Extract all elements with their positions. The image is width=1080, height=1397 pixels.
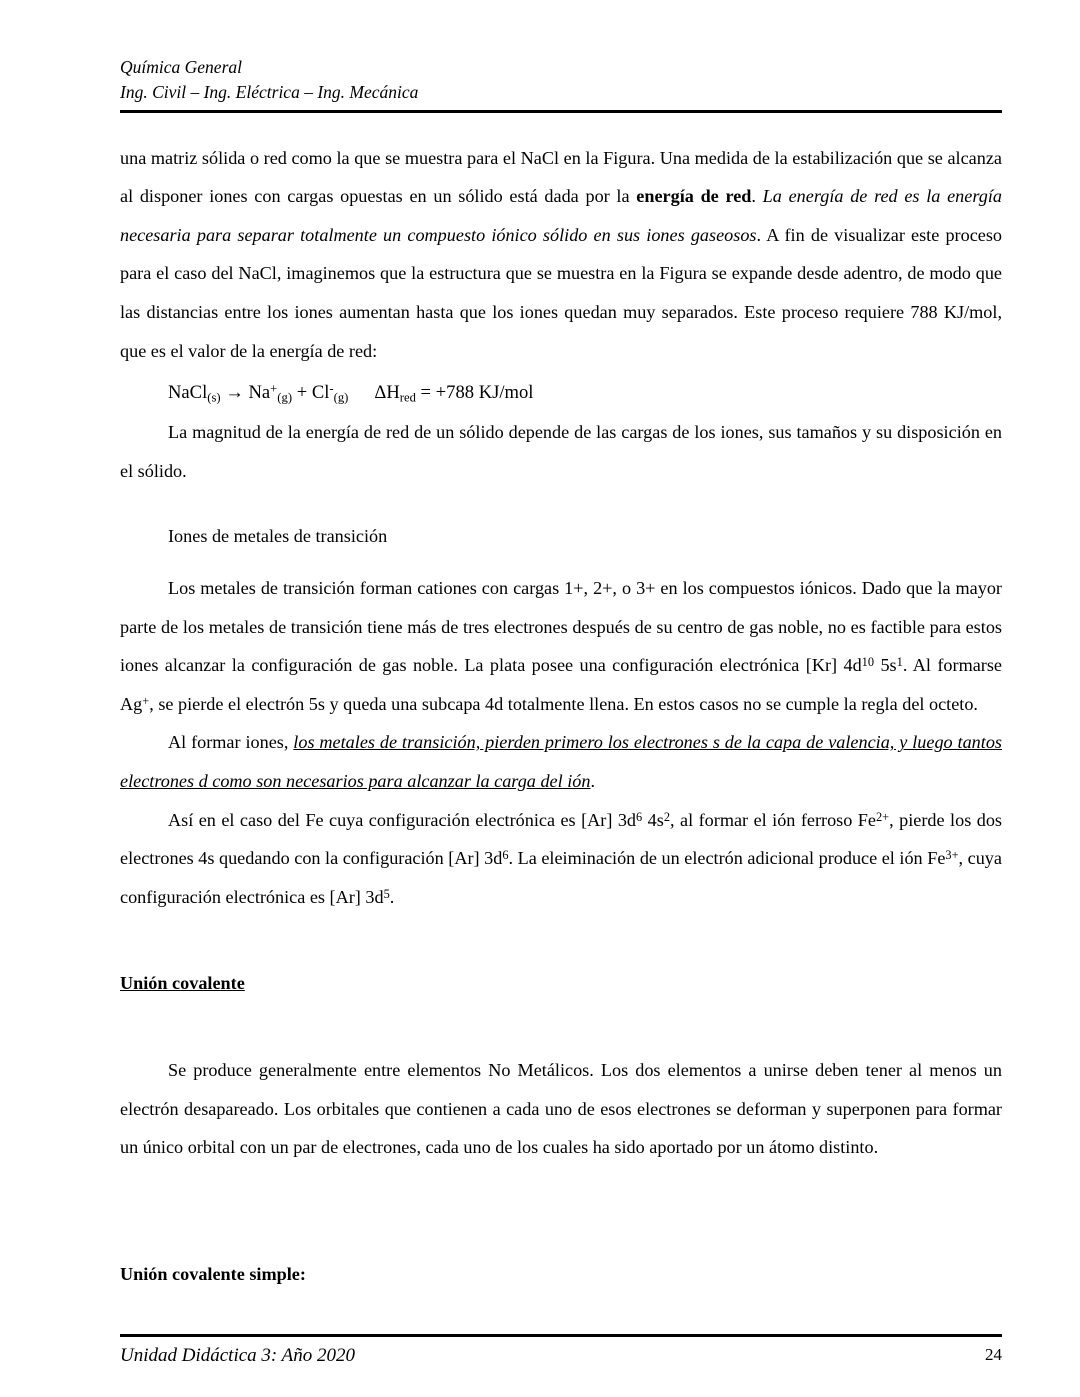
rule-emphasis-underlined: los metales de transición, pierden primero los electrones s de la capa de valencia, y luego tantos electrones d como son necesarios para alcanzar la carga del ión: [120, 732, 1002, 792]
paragraph-transition-metals-part4: , se pierde el electrón 5s y queda una subcapa 4d totalmente llena. En estos casos no se cumple la regla del octeto.: [149, 693, 978, 714]
footer-page-number: 24: [985, 1345, 1002, 1364]
paragraph-lattice-energy-part2: .: [751, 186, 763, 207]
paragraph-transition-metals-part2: 5s: [874, 655, 897, 676]
superscript-4s2: 2: [663, 809, 671, 824]
equation-product-cl-state: (g): [333, 390, 349, 405]
equation-product-na-charge: +: [270, 381, 278, 396]
paragraph-transition-metals-part1: Los metales de transición forman cationes con cargas 1+, 2+, o 3+ en los compuestos iónicos. Dado que la mayor parte de los metales de transición tiene más de tres electrones después de su centro de gas noble, no es factible para estos iones alcanzar la configuración de gas noble. La plata posee una configuración electrónica [Kr] 4d: [120, 578, 1002, 676]
equation-enthalpy-symbol: ΔH: [374, 382, 400, 404]
superscript-4d10: 10: [861, 655, 875, 670]
equation-enthalpy-value: = +788 KJ/mol: [415, 382, 534, 404]
footer-divider: [120, 1334, 1002, 1337]
spacer: [120, 1215, 1002, 1255]
superscript-3d5: 5: [383, 886, 390, 901]
paragraph-iron-part4: , pierde los dos electrones 4s quedando con la configuración [Ar] 3d: [120, 809, 1003, 869]
page-footer: [120, 1334, 1002, 1367]
superscript-3d6: 6: [636, 809, 643, 824]
equation-reactant: NaCl: [168, 382, 208, 404]
superscript-3d6-b: 6: [502, 848, 509, 862]
heading-union-covalente: Unión covalente: [120, 973, 245, 994]
superscript-fe3plus: 3+: [945, 848, 959, 862]
paragraph-iron-part7: .: [389, 886, 395, 907]
heading-union-covalente-simple: Unión covalente simple:: [120, 1263, 306, 1284]
superscript-5s1: 1: [896, 655, 903, 670]
paragraph-covalent-bond: Se produce generalmente entre elementos No Metálicos. Los dos elementos a unirse deben tener al menos un electrón desapareado. Los orbitales que contienen a cada uno de esos electrones se deforman y superponen para formar un único orbital con un par de electrones, cada uno de los cuales ha sido aportado por un átomo distinto.: [120, 1059, 1002, 1158]
equation-product-na: Na: [248, 382, 271, 404]
equation-product-cl-charge: -: [329, 381, 334, 396]
page-header: [120, 55, 1002, 106]
paragraph-iron-part5: . La eleiminación de un electrón adicional produce el ión Fe: [508, 848, 946, 869]
paragraph-transition-metals-part3: . Al formarse Ag: [120, 655, 1002, 714]
equation-product-na-state: (g): [277, 390, 293, 405]
paragraph-iron-example: [120, 801, 1002, 917]
superscript-ag-charge: +: [142, 693, 150, 708]
definition-energia-de-red: La energía de red es la energía necesaria para separar totalmente un compuesto iónico sólido en sus iones gaseosos: [120, 186, 1002, 245]
spacer: [120, 491, 1002, 517]
footer-row: [120, 1345, 1002, 1367]
paragraph-lattice-energy: [120, 139, 1002, 370]
paragraph-transition-metals: [120, 569, 1002, 723]
paragraph-iron-part2: 4s: [642, 809, 664, 830]
footer-unit-label: Unidad Didáctica 3: Año 2020: [120, 1345, 356, 1366]
equation-reactant-state: (s): [207, 390, 221, 405]
paragraph-ion-formation-intro: Al formar iones,: [168, 732, 294, 753]
paragraph-iron-part6: , cuya configuración electrónica es [Ar] 3d: [120, 848, 1002, 907]
spacer: [120, 916, 1002, 964]
paragraph-ion-formation-rule: [120, 723, 1002, 800]
arrow-right-icon: →: [225, 382, 244, 404]
header-line-course: Química General: [120, 57, 242, 77]
equation-enthalpy-subscript: red: [399, 390, 416, 405]
header-line-programs: Ing. Civil – Ing. Eléctrica – Ing. Mecánica: [120, 82, 419, 103]
spacer: [120, 1003, 1002, 1051]
paragraph-lattice-energy-part3: . A fin de visualizar este proceso para el caso del NaCl, imaginemos que la estructura que se muestra en la Figura se expande desde adentro, de modo que las distancias entre los iones aumentan hasta que los iones quedan muy separados. Este proceso requiere 788 KJ/mol, que es el valor de la energía de red:: [120, 224, 1003, 361]
equation-nacl-lattice: [120, 374, 1002, 411]
spacer: [120, 555, 1002, 569]
paragraph-lattice-magnitude: La magnitud de la energía de red de un sólido depende de las cargas de los iones, sus tamaños y su disposición en el sólido.: [120, 422, 1002, 481]
term-energia-de-red: energía de red: [636, 186, 752, 207]
header-divider: [120, 110, 1002, 113]
page-body: [120, 139, 1002, 1293]
paragraph-iron-part3: , al formar el ión ferroso Fe: [670, 809, 876, 830]
equation-plus: +: [296, 382, 308, 404]
equation-product-cl: Cl: [311, 382, 330, 404]
superscript-fe2plus: 2+: [876, 809, 890, 824]
paragraph-ion-formation-end: .: [590, 771, 595, 792]
spacer: [120, 1167, 1002, 1215]
paragraph-lattice-energy-part1: una matriz sólida o red como la que se muestra para el NaCl en la Figura. Una medida de la estabilización que se alcanza al disponer iones con cargas opuestas en un sólido está dada por la: [120, 147, 1002, 207]
paragraph-iron-part1: Así en el caso del Fe cuya configuración electrónica es [Ar] 3d: [168, 809, 637, 830]
subtitle-transition-metal-ions: Iones de metales de transición: [168, 525, 388, 546]
